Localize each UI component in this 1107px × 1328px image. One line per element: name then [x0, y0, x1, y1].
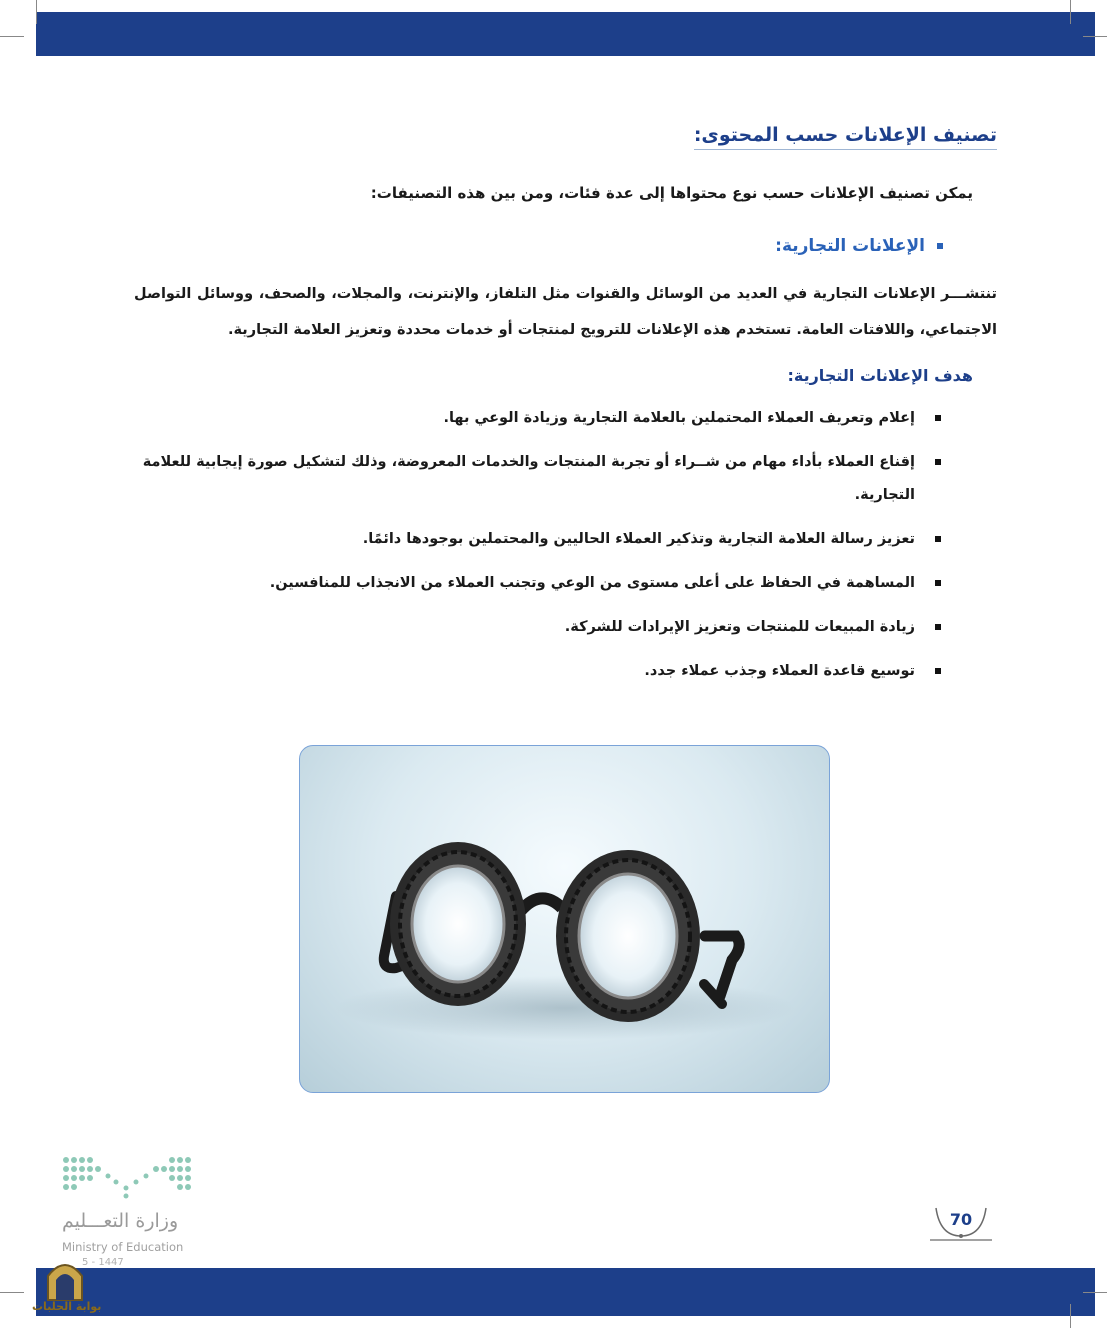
ministry-name-english: Ministry of Education	[62, 1240, 184, 1254]
crop-mark	[1070, 1304, 1071, 1328]
list-item	[134, 611, 915, 644]
bullet-icon	[935, 580, 941, 586]
ministry-year: 5 - 1447	[82, 1257, 124, 1268]
square-bullet-icon	[937, 243, 943, 249]
crop-mark	[1083, 36, 1107, 37]
section-title: تصنيف الإعلانات حسب المحتوى:	[694, 124, 997, 150]
ministry-name-arabic: وزارة التعـــليم	[62, 1210, 179, 1232]
bullet-icon	[935, 459, 941, 465]
goals-list	[134, 402, 915, 699]
list-item	[134, 655, 915, 688]
watermark-logo-icon	[44, 1256, 86, 1302]
glasses-image	[299, 745, 830, 1093]
bullet-icon	[935, 624, 941, 630]
bottom-footer-band	[36, 1268, 1095, 1316]
list-item	[134, 523, 915, 556]
sub-heading	[775, 236, 943, 256]
list-item-text: زيادة المبيعات للمنتجات وتعزيز الإيرادات للشركة.	[564, 619, 915, 635]
top-header-band	[36, 12, 1095, 56]
bullet-icon	[935, 536, 941, 542]
ministry-logo-icon	[60, 1150, 210, 1205]
crop-mark	[36, 0, 37, 24]
glasses-icon	[300, 746, 829, 1092]
crop-mark	[0, 36, 24, 37]
paragraph: تنتشـــر الإعلانات التجارية في العديد من الوسائل والقنوات مثل التلفاز، والإنترنت، والمجلات، والصحف، ووسائل التواصل الاجتماعي، واللافتات العامة. تستخدم هذه الإعلانات للترويج لمنتجات أو خدمات محددة وتعزيز العلامة التجارية.	[134, 286, 997, 338]
crop-mark	[1083, 1292, 1107, 1293]
goals-heading: هدف الإعلانات التجارية:	[787, 366, 973, 385]
page-number: 70	[949, 1210, 973, 1229]
watermark-text: بوابة الحلبات	[32, 1300, 102, 1313]
list-item-text: تعزيز رسالة العلامة التجارية وتذكير العملاء الحاليين والمحتملين بوجودها دائمًا.	[362, 531, 915, 547]
list-item	[134, 567, 915, 600]
list-item	[134, 402, 915, 435]
crop-mark	[1070, 0, 1071, 24]
intro-text: يمكن تصنيف الإعلانات حسب نوع محتواها إلى عدة فئات، ومن بين هذه التصنيفات:	[370, 184, 973, 202]
bullet-icon	[935, 668, 941, 674]
list-item-text: إعلام وتعريف العملاء المحتملين بالعلامة التجارية وزيادة الوعي بها.	[443, 410, 915, 426]
list-item-text: توسيع قاعدة العملاء وجذب عملاء جدد.	[644, 663, 915, 679]
sub-heading-label: الإعلانات التجارية:	[775, 236, 925, 256]
list-item-text: المساهمة في الحفاظ على أعلى مستوى من الوعي وتجنب العملاء من الانجذاب للمنافسين.	[269, 575, 915, 591]
list-item-text: إقناع العملاء بأداء مهام من شــراء أو تجربة المنتجات والخدمات المعروضة، وذلك لتشكيل صورة إيجابية للعلامة التجارية.	[142, 454, 915, 503]
list-item	[134, 446, 915, 512]
crop-mark	[0, 1292, 24, 1293]
bullet-icon	[935, 415, 941, 421]
